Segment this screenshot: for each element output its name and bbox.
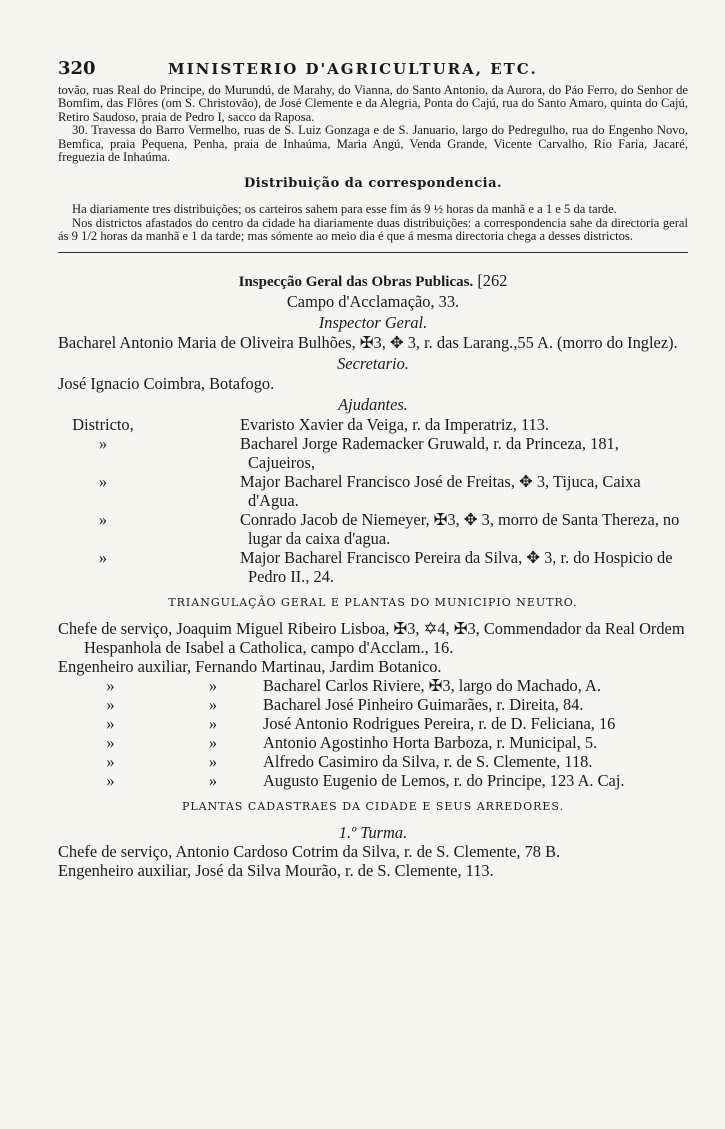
- ditto-mark: »: [106, 771, 115, 791]
- triangulation-title: TRIANGULAÇÃO GERAL E PLANTAS DO MUNICIPIO NEUTRO.: [168, 596, 578, 610]
- assistant-text: Conrado Jacob de Niemeyer, ✠3, ✥ 3, morro de Santa Thereza, no lugar da caixa d'agua.: [240, 510, 680, 549]
- ditto-mark: »: [208, 714, 218, 734]
- inspection-title: Inspecção Geral das Obras Publicas.: [238, 273, 474, 290]
- distribution-title: Distribuição da correspondencia.: [243, 176, 503, 192]
- inspection-address: Campo d'Acclamação, 33.: [286, 292, 460, 312]
- cadastral-chief: Chefe de serviço, Antonio Cardoso Cotrim da Silva, r. de S. Clemente, 78 B.: [58, 842, 561, 862]
- assistant-text: Major Bacharel Francisco José de Freitas, ✥ 3, Tijuca, Caixa d'Agua.: [240, 472, 641, 511]
- intro-paragraph-1: tovão, ruas Real do Principe, do Murundú, de Marahy, do Vianna, do Santo Antonio, da Aurora, do Páo Ferro, do Senhor de Bomfim, das Flôres (om S. Christovão), de José Clemente e da Alegria, Ponta do Cajú, rua do Santo Amaro, quinta do Cajú, Retiro Saudoso, praia de Pedro I, sacco da Raposa.: [58, 83, 688, 124]
- assistant-entry: [58, 472, 688, 510]
- assistant-ditto: »: [98, 510, 108, 530]
- assistant-ordinal: [116, 472, 156, 491]
- turma-heading: 1.º Turma.: [338, 823, 408, 843]
- distribution-paragraph-1: Ha diariamente tres distribuições; os carteiros sahem para esse fim ás 9 ½ horas da manhã e a 1 e 5 da tarde.: [72, 202, 617, 217]
- inspection-ref: [262: [477, 270, 508, 290]
- inspector-entry: Bacharel Antonio Maria de Oliveira Bulhões, ✠3, ✥ 3, r. das Larang.,55 A. (morro do Inglez).: [58, 333, 678, 353]
- triangulation-other-text: Bacharel José Pinheiro Guimarães, r. Direita, 84.: [263, 695, 584, 715]
- inspector-heading: Inspector Geral.: [318, 312, 428, 332]
- inspection-heading: [58, 271, 688, 293]
- document-page: [58, 58, 688, 880]
- cadastral-engineer: Engenheiro auxiliar, José da Silva Mourão, r. de S. Clemente, 113.: [58, 861, 494, 881]
- ditto-mark: »: [208, 695, 218, 715]
- ditto-mark: »: [106, 733, 115, 753]
- assistant-entry: [58, 510, 688, 548]
- ditto-mark: »: [106, 695, 115, 715]
- ditto-mark: »: [106, 714, 115, 734]
- ditto-mark: »: [208, 771, 218, 791]
- assistants-heading: Ajudantes.: [338, 394, 408, 414]
- secretary-heading: Secretario.: [337, 353, 409, 373]
- triangulation-other-text: Augusto Eugenio de Lemos, r. do Principe, 123 A. Caj.: [263, 771, 625, 791]
- assistants-list: [58, 415, 688, 586]
- triangulation-other-text: Bacharel Carlos Riviere, ✠3, largo do Machado, A.: [263, 676, 601, 696]
- assistant-ditto: »: [98, 434, 108, 454]
- assistant-prefix: [58, 434, 116, 453]
- triangulation-engineer: Engenheiro auxiliar, Fernando Martinau, Jardim Botanico.: [58, 657, 442, 677]
- distribution-paragraph-2: Nos districtos afastados do centro da cidade ha diariamente duas distribuições: a correspondencia sahe da directoria geral ás 9 1/2 horas da manhã e 1 da tarde; mas sómente ao meio dia é que á mesma directoria chega a desses districtos.: [58, 215, 688, 244]
- ditto-mark: »: [208, 752, 218, 772]
- ditto-mark: »: [208, 733, 218, 753]
- ditto-mark: »: [106, 676, 115, 696]
- assistant-prefix: [58, 548, 116, 567]
- assistant-ordinal: [116, 548, 156, 567]
- inspection-section: [58, 271, 688, 587]
- assistant-ordinal: [116, 510, 156, 529]
- triangulation-other-entry: [58, 695, 688, 714]
- cadastral-section: [58, 823, 688, 880]
- assistant-ditto: »: [98, 472, 108, 492]
- assistant-ordinal: [116, 434, 156, 453]
- triangulation-chief: Chefe de serviço, Joaquim Miguel Ribeiro Lisboa, ✠3, ✡4, ✠3, Commendador da Real Ordem Hespanhola de Isabel a Catholica, campo d'Acclam., 16.: [58, 619, 685, 658]
- ditto-mark: »: [106, 752, 115, 772]
- assistant-entry: [58, 548, 688, 586]
- assistant-ditto: »: [98, 548, 108, 568]
- ditto-mark: »: [208, 676, 218, 696]
- triangulation-other-text: Alfredo Casimiro da Silva, r. de S. Clemente, 118.: [263, 752, 593, 772]
- assistant-entry: [58, 415, 688, 434]
- assistant-entry: [58, 434, 688, 472]
- triangulation-other-text: José Antonio Rodrigues Pereira, r. de D. Feliciana, 16: [263, 714, 616, 734]
- intro-block: [58, 84, 688, 164]
- assistant-text: Evaristo Xavier da Veiga, r. da Imperatriz, 113.: [240, 415, 550, 435]
- assistant-prefix: [58, 510, 116, 529]
- triangulation-other-entry: [58, 771, 688, 790]
- triangulation-other-entry: [58, 714, 688, 733]
- cadastral-title: PLANTAS CADASTRAES DA CIDADE E SEUS ARREDORES.: [181, 800, 565, 814]
- distribution-block: [58, 203, 688, 243]
- assistant-text: Major Bacharel Francisco Pereira da Silva, ✥ 3, r. do Hospicio de Pedro II., 24.: [240, 548, 673, 587]
- secretary-entry: José Ignacio Coimbra, Botafogo.: [58, 374, 275, 394]
- triangulation-others: [58, 676, 688, 790]
- triangulation-other-text: Antonio Agostinho Horta Barboza, r. Municipal, 5.: [263, 733, 598, 753]
- assistant-ditto: Districto,: [72, 415, 134, 435]
- triangulation-other-entry: [58, 676, 688, 695]
- triangulation-other-entry: [58, 733, 688, 752]
- running-header: [58, 58, 688, 84]
- page-number: 320: [58, 58, 96, 79]
- assistant-prefix: [58, 472, 116, 491]
- triangulation-section: [58, 619, 688, 790]
- assistant-text: Bacharel Jorge Rademacker Gruwald, r. da Princeza, 181, Cajueiros,: [240, 434, 619, 473]
- running-title: MINISTERIO D'AGRICULTURA, ETC.: [168, 60, 538, 78]
- intro-paragraph-2: 30. Travessa do Barro Vermelho, ruas de S. Luiz Gonzaga e de S. Januario, largo do Pedregulho, rua do Engenho Novo, Bemfica, praia Pequena, Penha, praia de Inhaúma, Maria Angú, Venda Grande, Vicente Carvalho, Rio Faria, Jacaré, freguezia de Inhaúma.: [58, 123, 688, 165]
- triangulation-other-entry: [58, 752, 688, 771]
- section-divider: [58, 252, 688, 253]
